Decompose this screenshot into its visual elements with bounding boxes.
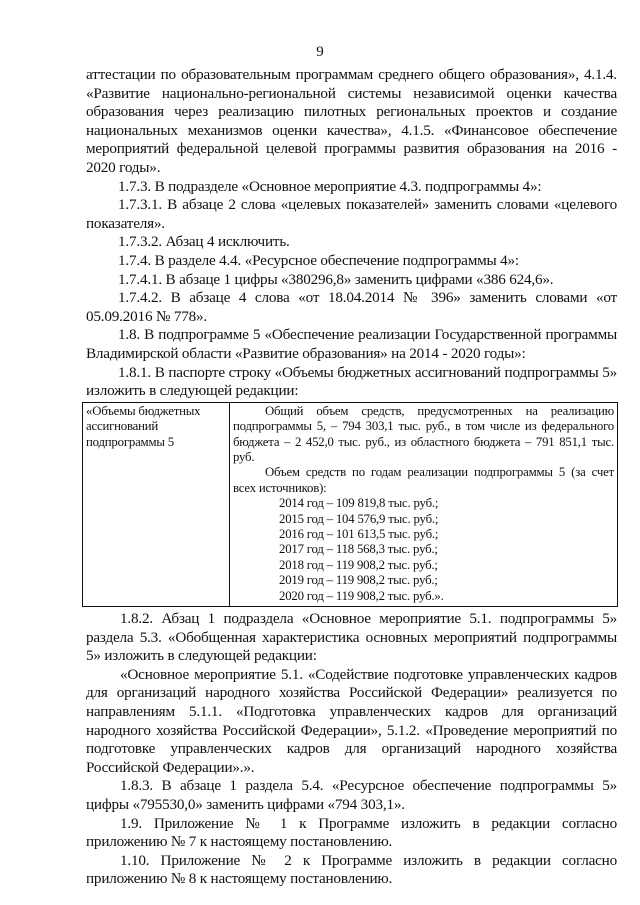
paragraph: 1.8.3. В абзаце 1 раздела 5.4. «Ресурсное обеспечение подпрограммы 5» цифры «795530,0» заменить цифрами «794 303,1». bbox=[86, 777, 617, 813]
year-funding-line: 2017 год – 118 568,3 тыс. руб.; bbox=[279, 542, 438, 557]
year-funding-line: 2015 год – 104 576,9 тыс. руб.; bbox=[279, 511, 439, 526]
paragraph: 1.7.4.1. В абзаце 1 цифры «380296,8» заменить цифрами «386 624,6». bbox=[118, 270, 554, 288]
paragraph: 1.7.3. В подразделе «Основное мероприятие 4.3. подпрограммы 4»: bbox=[118, 177, 542, 195]
paragraph: аттестации по образовательным программам среднего общего образования», 4.1.4. «Развитие национально-региональной системы независимой оценки качества образования через реализацию пилотных региональных проектов и создание национальных механизмов оценки качества», 4.1.5. «Финансовое обеспечение мероприятий федеральной целевой программы развития образования на 2016 - 2020 годы». bbox=[86, 66, 617, 176]
year-funding-line: 2018 год – 119 908,2 тыс. руб.; bbox=[279, 557, 438, 572]
paragraph: 1.8.2. Абзац 1 подраздела «Основное мероприятие 5.1. подпрограммы 5» раздела 5.3. «Обобщенная характеристика основных мероприятий подпрограммы 5» изложить в следующей редакции: bbox=[86, 609, 617, 665]
document-body bbox=[86, 66, 617, 889]
paragraph: 1.7.4.2. В абзаце 4 слова «от 18.04.2014 № 396» заменить словами «от 05.09.2016 № 778». bbox=[86, 289, 617, 325]
paragraph: 1.9. Приложение № 1 к Программе изложить в редакции согласно приложению № 7 к настоящему постановлению. bbox=[86, 814, 617, 851]
total-funding-text: Общий объем средств, предусмотренных на реализацию подпрограммы 5, – 794 303,1 тыс. руб., в том числе из федерального бюджета – 2 452,0 тыс. руб., из областного бюджета – 791 851,1 тыс. руб. bbox=[233, 403, 614, 464]
year-funding-line: 2020 год – 119 908,2 тыс. руб.». bbox=[279, 588, 444, 603]
passport-row-label: «Объемы бюджетных ассигнований подпрограммы 5 bbox=[83, 402, 230, 606]
quoted-paragraph: «Основное мероприятие 5.1. «Содействие подготовке управленческих кадров для организаций народного хозяйства Российской Федерации» реализуется по направлениям 5.1.1. «Подготовка управленческих кадров для организаций народного хозяйства Российской Федерации», 5.1.2. «Проведение мероприятий по подготовке управленческих кадров для организаций народного хозяйства Российской Федерации».». bbox=[86, 665, 617, 776]
funding-by-years-heading: Объем средств по годам реализации подпрограммы 5 (за счет всех источников): bbox=[233, 465, 614, 495]
year-funding-line: 2016 год – 101 613,5 тыс. руб.; bbox=[279, 526, 439, 541]
passport-table bbox=[82, 402, 618, 607]
paragraph: 1.8. В подпрограмме 5 «Обеспечение реализации Государственной программы Владимирской области «Развитие образования» на 2014 - 2020 годы»: bbox=[86, 326, 617, 362]
year-funding-line: 2019 год – 119 908,2 тыс. руб.; bbox=[279, 573, 438, 588]
paragraph: 1.8.1. В паспорте строку «Объемы бюджетных ассигнований подпрограммы 5» изложить в следующей редакции: bbox=[86, 363, 617, 400]
page-number: 9 bbox=[316, 44, 324, 60]
paragraph: 1.10. Приложение № 2 к Программе изложить в редакции согласно приложению № 8 к настоящему постановлению. bbox=[86, 851, 617, 888]
table-row bbox=[83, 402, 618, 606]
paragraph: 1.7.3.2. Абзац 4 исключить. bbox=[118, 233, 290, 251]
paragraph: 1.7.3.1. В абзаце 2 слова «целевых показателей» заменить словами «целевого показателя». bbox=[86, 196, 617, 232]
paragraph: 1.7.4. В разделе 4.4. «Ресурсное обеспечение подпрограммы 4»: bbox=[118, 251, 519, 269]
year-funding-line: 2014 год – 109 819,8 тыс. руб.; bbox=[279, 496, 439, 511]
passport-row-value bbox=[230, 402, 618, 606]
